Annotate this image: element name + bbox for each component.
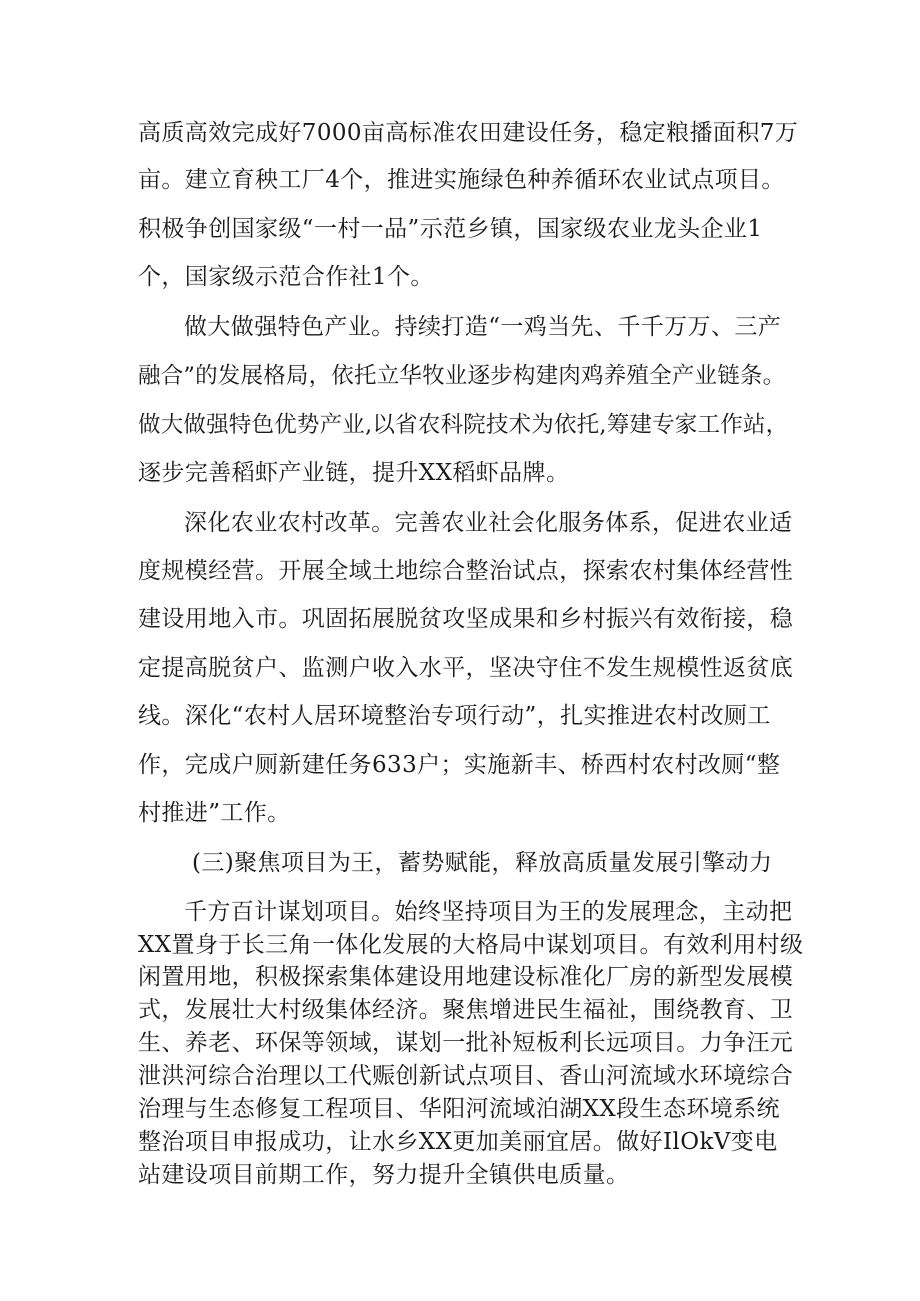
- paragraph-line: 式，发展壮大村级集体经济。聚焦增进民生福祉，围绕教育、卫: [138, 997, 794, 1023]
- paragraph-line: 整治项目申报成功，让水乡XX更加美丽宜居。做好IlOkV变电: [138, 1129, 778, 1155]
- paragraph-line: 线。深化“农村人居环境整治专项行动”，扎实推进农村改厕工: [138, 703, 771, 729]
- paragraph-line: 泄洪河综合治理以工代赈创新试点项目、香山河流域水环境综合: [138, 1063, 794, 1089]
- paragraph-line: 逐步完善稻虾产业链，提升XX稻虾品牌。: [138, 460, 570, 486]
- paragraph-line: 村推进”工作。: [138, 800, 291, 826]
- paragraph-line: 积极争创国家级“一村一品”示范乡镇，国家级农业龙头企业1: [138, 216, 763, 242]
- paragraph-line: 作，完成户厕新建任务633户；实施新丰、桥西村农村改厕“整: [138, 752, 781, 778]
- paragraph-line: 做大做强特色优势产业,以省农科院技术为依托,筹建专家工作站，: [138, 412, 789, 438]
- paragraph-line: 闲置用地，积极探索集体建设用地建设标准化厂房的新型发展模: [138, 964, 794, 990]
- paragraph-line: 治理与生态修复工程项目、华阳河流域泊湖XX段生态环境系统: [138, 1096, 780, 1122]
- paragraph-line: 深化农业农村改革。完善农业社会化服务体系，促进农业适: [184, 510, 793, 536]
- paragraph-line: 千方百计谋划项目。始终坚持项目为王的发展理念，主动把: [184, 899, 793, 925]
- paragraph-line: 个，国家级示范合作社1个。: [138, 264, 434, 290]
- section-heading: (三)聚焦项目为王，蓄势赋能，释放高质量发展引擎动力: [192, 850, 773, 876]
- paragraph-line: 生、养老、环保等领域，谋划一批补短板利长远项目。力争汪元: [138, 1030, 794, 1056]
- paragraph-line: 融合”的发展格局，依托立华牧业逐步构建肉鸡养殖全产业链条。: [138, 363, 786, 389]
- paragraph-line: 度规模经营。开展全域土地综合整治试点，探索农村集体经营性: [138, 558, 794, 584]
- paragraph-line: 站建设项目前期工作，努力提升全镇供电质量。: [138, 1162, 630, 1188]
- paragraph-line: 建设用地入市。巩固拓展脱贫攻坚成果和乡村振兴有效衔接，稳: [138, 606, 794, 632]
- paragraph-line: 亩。建立育秧工厂4个，推进实施绿色种养循环农业试点项目。: [138, 167, 785, 193]
- paragraph-line: 高质高效完成好7000亩高标准农田建设任务，稳定粮播面积7万: [138, 120, 799, 146]
- paragraph-line: XX置身于长三角一体化发展的大格局中谋划项目。有效利用村级: [138, 932, 804, 958]
- paragraph-line: 做大做强特色产业。持续打造“一鸡当先、千千万万、三产: [184, 314, 782, 340]
- paragraph-line: 定提高脱贫户、监测户收入水平，坚决守住不发生规模性返贫底: [138, 655, 794, 681]
